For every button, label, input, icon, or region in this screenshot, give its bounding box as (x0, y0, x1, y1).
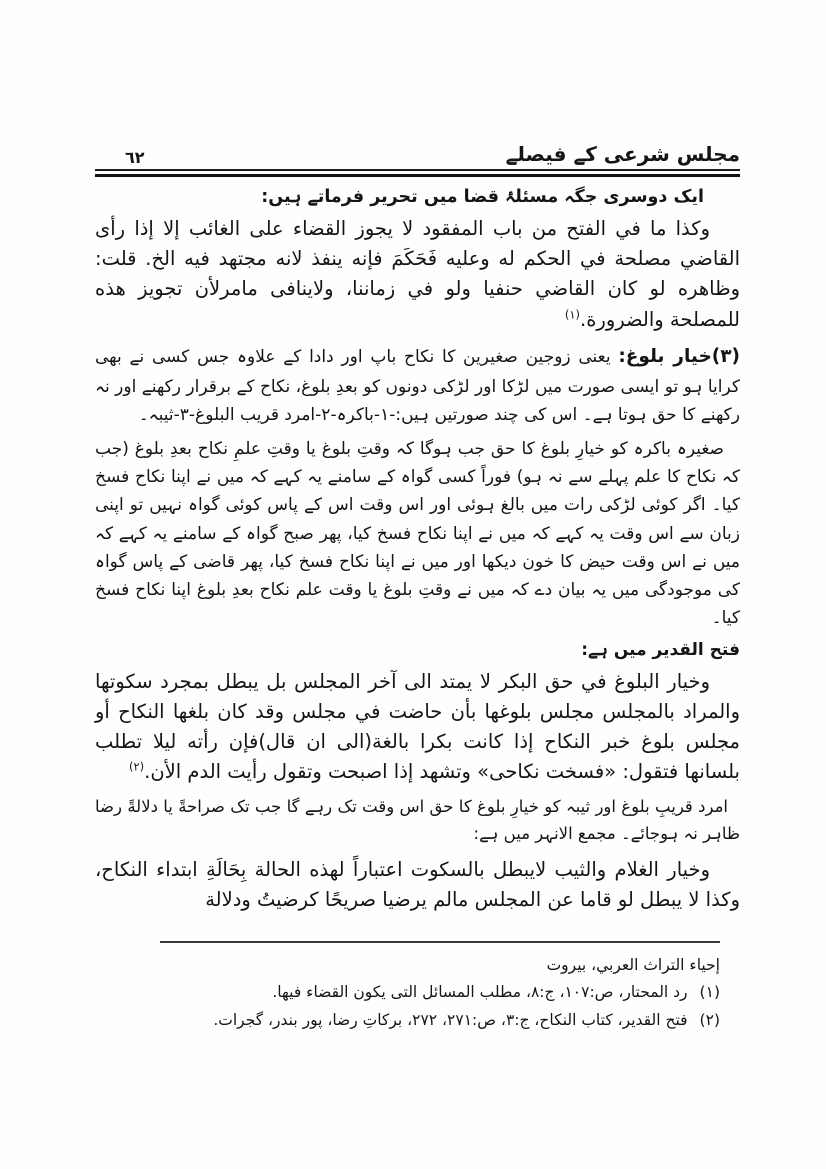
footnotes-section (160, 941, 720, 1034)
footnote-text: رد المحتار، ص:١٠٧، ج:٨، مطلب المسائل التى يكون القضاء فيها. (272, 982, 688, 1001)
footnote-marker-2: (٢) (128, 759, 145, 774)
quote-text: وكذا ما في الفتح من باب المفقود لا يجوز القضاء على الغائب إلا إذا رأى القاضي مصلحة في الحكم له وعليه فَحَكَمَ فإنه ينفذ لانه مجتهد فيه الخ. قلت: وظاهره لو كان القاضي حنفيا ولو في زماننا، ولاينافى مامرلأن تجويز هذه للمصلحة والضرورة. (95, 217, 740, 331)
header-title: مجلس شرعی کے فیصلے (505, 142, 740, 166)
section-3-paragraph (95, 342, 740, 429)
footnote-marker-1: (١) (564, 307, 581, 322)
page-number: ٦٢ (125, 148, 145, 167)
footnote-continuation: إحياء التراث العربي، بيروت (546, 956, 720, 975)
footnote-item-1 (160, 979, 720, 1007)
section-heading-khiyar-bulugh: (۳)خیار بلوغ: (618, 345, 741, 367)
page-header (95, 142, 740, 171)
footnote-label: (١) (699, 982, 720, 1001)
fath-alqadeer-intro: فتح القدیر میں ہے: (581, 639, 740, 660)
intro-line: ایک دوسری جگہ مسئلۂ قضا میں تحریر فرماتے ہیں: (261, 187, 704, 207)
arabic-quote-fath-alqadeer (95, 667, 740, 788)
header-rule (95, 174, 740, 177)
paragraph-saghira-bakirah: صغیرہ باکرہ کو خیارِ بلوغ کا حق جب ہوگا کہ وقتِ بلوغ یا وقتِ علمِ نکاح بعدِ بلوغ (جب کہ نکاح کا علم پہلے سے نہ ہو) فوراً کسی گواہ کے سامنے یہ کہے کہ میں نے اپنا نکاح فسخ کیا۔ اگر کوئی لڑکی رات میں بالغ ہوئی اور اس وقت اس کے پاس کوئی گواہ نہیں تو اپنی زبان سے اس وقت یہ کہے کہ میں نے اپنا نکاح فسخ کیا، پھر صبح گواہ کے سامنے یہ کہے کہ میں نے اس وقت حیض کا خون دیکھا اور میں نے اپنا نکاح فسخ کیا، پھر قاضی کے پاس گواہ کی موجودگی میں یہ بیان دے کہ میں نے وقتِ بلوغ یا وقت علم نکاح بعدِ بلوغ اپنا نکاح فسخ کیا۔ (95, 439, 740, 629)
arabic-quote-fath-mafqud (95, 214, 740, 335)
content-area (95, 142, 740, 1034)
section-3-text: یعنی زوجین صغیرین کا نکاح باپ اور دادا کے علاوہ جس کسی نے بھی کرایا ہو تو ایسی صورت میں لڑکا اور لڑکی دونوں کو بعدِ بلوغ، نکاح کے برقرار رکھنے اور نہ رکھنے کا حق ہوتا ہے۔ اس کی چند صورتیں ہیں:-۱-باکرہ-۲-امرد قریب البلوغ-۳-ثیبہ۔ (95, 346, 740, 425)
arabic-quote-majma-alanhur: وخيار الغلام والثيب لايبطل بالسكوت اعتباراً لهذه الحالة بِحَالَةِ ابتداء النكاح، وكذا لا يبطل لو قاما عن المجلس مالم يرضيا صريحًا كرضيتُ ودلالة (95, 857, 740, 912)
footnote-separator (160, 941, 720, 943)
footnote-label: (٢) (699, 1010, 720, 1029)
document-body (95, 187, 740, 915)
quote-text: وخيار البلوغ في حق البكر لا يمتد الى آخر المجلس بل يبطل بمجرد سكوتها والمراد بالمجلس مجلس بلوغها بأن حاضت في مجلس وقد كان بلغها النكاح أو مجلس بلوغ خبر النكاح إذا كانت بكرا بالغة(الى ان قال)فإن رأته ليلا تطلب بلسانها فتقول: «فسخت نكاحى» وتشهد إذا اصبحت وتقول رأيت الدم الأن. (95, 669, 740, 784)
paragraph-amrad-thayyibah: امرد قریبِ بلوغ اور ثیبہ کو خیارِ بلوغ کا حق اس وقت تک رہے گا جب تک صراحةً یا دلالةً رضا ظاہر نہ ہوجائے۔ مجمع الانہر میں ہے: (95, 797, 740, 844)
footnote-item-2 (160, 1007, 720, 1035)
footnote-text: فتح القدير، كتاب النكاح، ج:٣، ص:٢٧١، ٢٧٢، بركاتِ رضا، پور بندر، گجرات. (213, 1010, 688, 1029)
